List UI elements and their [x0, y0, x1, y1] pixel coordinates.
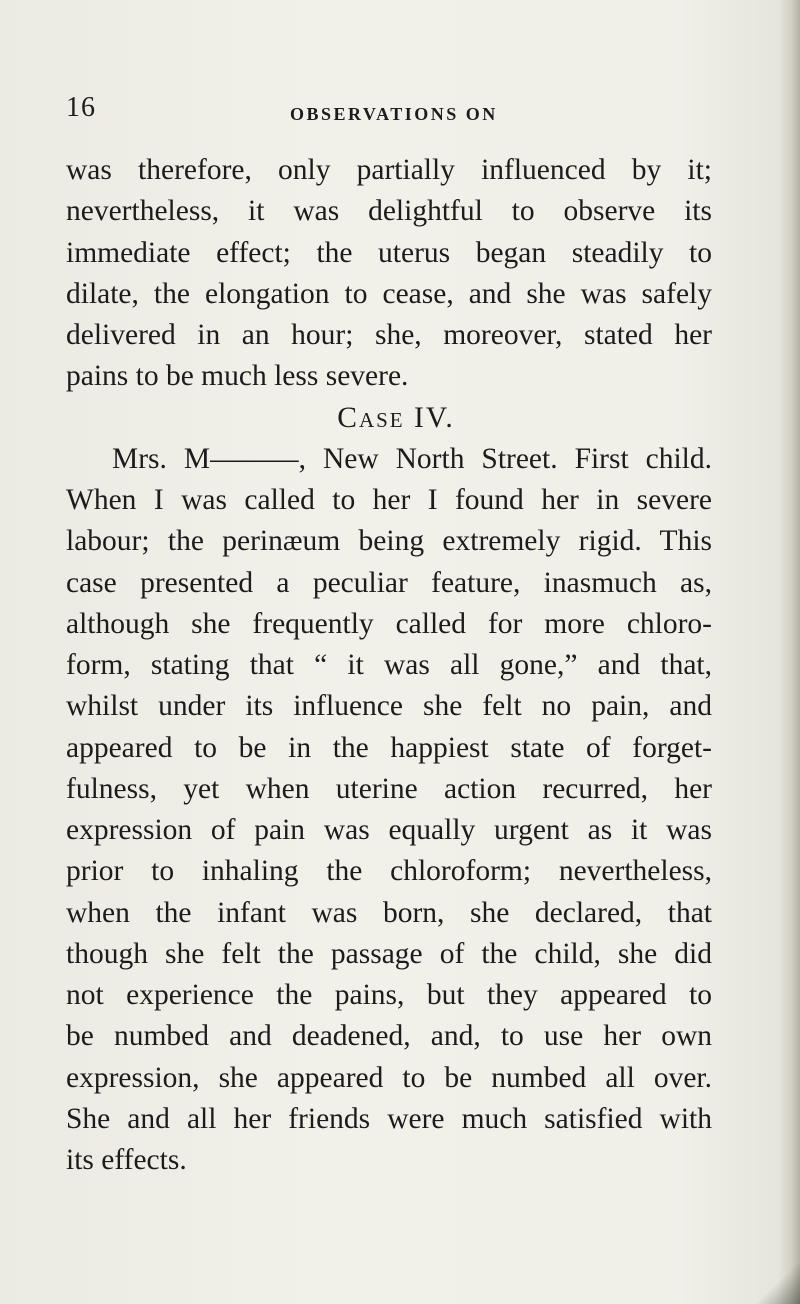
text-line: form, stating that “ it was all gone,” and that,: [66, 649, 712, 681]
text-line: labour; the perinæum being extremely rigid. This: [66, 525, 712, 558]
text-line: not experience the pains, but they appeared to: [66, 979, 712, 1011]
text-line: was therefore, only partially influenced by it;: [66, 154, 712, 186]
text-line: though she felt the passage of the child, she did: [66, 937, 712, 970]
text-line: She and all her friends were much satisfied with: [66, 1102, 712, 1135]
text-line: although she frequently called for more chloro-: [66, 607, 712, 640]
page-edge-shadow: [778, 0, 800, 1304]
text-line: when the infant was born, she declared, that: [66, 896, 712, 929]
text-line: expression of pain was equally urgent as it was: [66, 814, 712, 846]
text-line: its effects.: [66, 1144, 187, 1176]
text-line: appeared to be in the happiest state of forget-: [66, 731, 712, 764]
body-text: [66, 150, 712, 1181]
page-header: [66, 92, 726, 132]
text-line: expression, she appeared to be numbed all over.: [66, 1061, 712, 1094]
text-line: fulness, yet when uterine action recurred, her: [66, 772, 712, 805]
text-line: be numbed and deadened, and, to use her own: [66, 1020, 712, 1053]
text-line: case presented a peculiar feature, inasmuch as,: [66, 566, 712, 599]
text-line: dilate, the elongation to cease, and she was safely: [66, 277, 712, 310]
text-line: When I was called to her I found her in severe: [66, 484, 712, 516]
page-corner-shadow: [740, 1264, 800, 1304]
case-heading: Case IV.: [337, 401, 455, 434]
text-line: pains to be much less severe.: [66, 360, 409, 393]
text-line: whilst under its influence she felt no pain, and: [66, 690, 712, 723]
text-line: Mrs. M———, New North Street. First child.: [112, 442, 712, 475]
text-line: immediate effect; the uterus began steadily to: [66, 236, 712, 269]
text-line: prior to inhaling the chloroform; nevertheless,: [66, 855, 712, 888]
page-number: 16: [66, 92, 96, 123]
text-line: delivered in an hour; she, moreover, stated her: [66, 319, 712, 351]
running-head: OBSERVATIONS ON: [290, 104, 498, 124]
text-line: nevertheless, it was delightful to observe its: [66, 195, 712, 228]
